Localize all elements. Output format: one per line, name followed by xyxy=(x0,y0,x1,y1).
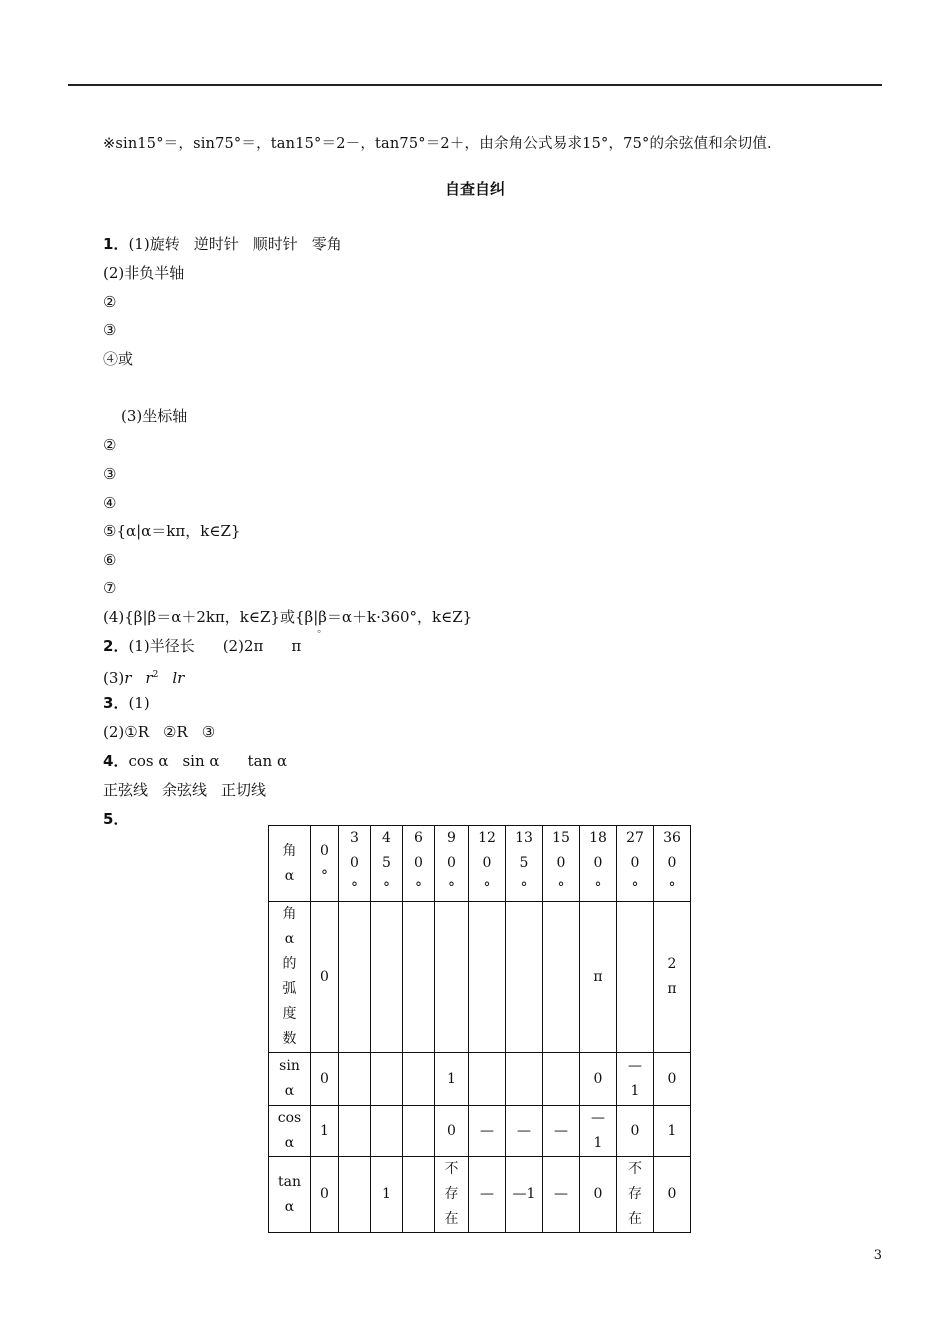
q4-number: 4 xyxy=(103,752,114,770)
table-header-cell-text: 9 xyxy=(447,830,456,846)
q2-3-r-squared: r xyxy=(145,669,153,687)
q4-cos: cos α xyxy=(128,752,169,770)
q2-part-b: (2)2π xyxy=(222,637,264,655)
table-row-label-text: tan xyxy=(278,1173,301,1190)
table-cell xyxy=(339,1106,371,1157)
table-cell-text: 0 xyxy=(320,1070,329,1087)
table-cell-text: — xyxy=(628,1058,642,1074)
table-cell xyxy=(469,1157,506,1233)
q1-line4-circle: 。 xyxy=(317,624,328,635)
table-cell-text: 0 xyxy=(667,1070,677,1087)
table-header-cell xyxy=(580,826,617,902)
table-cell xyxy=(580,902,617,1053)
q2-part-c: π xyxy=(291,637,302,655)
table-cell-text: —1 xyxy=(512,1186,536,1202)
q1-item-clockwise: 顺时针 xyxy=(252,235,298,253)
table-row-label-text: cos xyxy=(277,1110,302,1126)
table-cell xyxy=(654,1106,691,1157)
q4-line1: 4．cos α sin α tan α xyxy=(103,752,288,770)
table-header-cell-text: ° xyxy=(557,880,565,896)
header-rule xyxy=(68,84,882,86)
table-row-label xyxy=(269,902,311,1053)
table-cell-text: 1 xyxy=(382,1186,391,1202)
table-header-cell xyxy=(269,826,311,902)
table-row-label-text: α xyxy=(284,1083,295,1099)
table-cell-text: 0 xyxy=(667,1186,677,1202)
page-number: 3 xyxy=(873,1248,882,1263)
q2-3-lr: lr xyxy=(172,669,185,687)
table-header-cell-text: ° xyxy=(321,867,328,884)
table-cell-text: 不 xyxy=(628,1161,642,1177)
table-cell-text: 1 xyxy=(447,1070,456,1087)
table-cell-text: — xyxy=(554,1122,568,1139)
table-header-cell-text: ° xyxy=(631,880,639,896)
table-row-label-text: 的 xyxy=(282,956,297,972)
table-header-cell-text: 3 xyxy=(350,830,359,846)
table-header-cell-text: 4 xyxy=(382,830,391,846)
table-header-cell xyxy=(435,826,469,902)
q1-d4: ④ xyxy=(103,494,117,512)
table-cell xyxy=(469,902,506,1053)
q3-number: 3 xyxy=(103,694,114,712)
table-row xyxy=(269,902,691,1053)
q4-line2 xyxy=(103,780,266,800)
q4-tan: tan α xyxy=(247,752,288,770)
q1-part1: (1)旋转 xyxy=(128,235,180,253)
q1-c4: ④或 xyxy=(103,350,134,368)
table-header-cell-text: ° xyxy=(383,880,390,896)
table-row-label-text: α xyxy=(284,931,295,947)
table-cell xyxy=(506,1053,543,1106)
table-cell-text: 2 xyxy=(667,956,677,972)
table-cell xyxy=(403,902,435,1053)
table-cell xyxy=(339,1157,371,1233)
q3-part-c: ②R xyxy=(163,723,188,741)
table-row-label xyxy=(269,1157,311,1233)
table-row-label xyxy=(269,1053,311,1106)
table-header-cell xyxy=(403,826,435,902)
table-cell xyxy=(543,1053,580,1106)
table-cell-text: 0 xyxy=(320,1186,329,1202)
table-cell xyxy=(469,1106,506,1157)
table-cell xyxy=(371,1053,403,1106)
q2-number: 2 xyxy=(103,637,114,655)
table-header-cell-text: 13 xyxy=(515,830,533,846)
table-cell xyxy=(311,1157,339,1233)
table-header-cell-text: 12 xyxy=(478,830,496,846)
table-header-cell-text: 36 xyxy=(663,830,681,846)
table-header-cell-text: 6 xyxy=(414,830,423,846)
q1-c3: ③ xyxy=(103,321,117,339)
table-row-label-text: α xyxy=(284,1198,295,1215)
table-cell xyxy=(580,1157,617,1233)
table-header-cell-text: ° xyxy=(594,880,602,896)
table-header-cell-text: ° xyxy=(520,880,528,896)
q1-number: 1 xyxy=(103,235,114,253)
q2-line3 xyxy=(103,665,184,688)
table-cell xyxy=(617,1106,654,1157)
table-cell-text: 0 xyxy=(593,1186,603,1202)
q1-c2: ② xyxy=(103,293,117,311)
q4-tangent-line: 正切线 xyxy=(221,781,267,799)
table-header-cell-text: α xyxy=(284,867,295,884)
table-cell xyxy=(543,1157,580,1233)
q1-line1: 1．(1)旋转 逆时针 顺时针 零角 xyxy=(103,235,342,253)
q1-item-counterclockwise: 逆时针 xyxy=(193,235,239,253)
table-cell-text: 存 xyxy=(444,1186,459,1202)
table-cell xyxy=(435,1157,469,1233)
table-cell-text: 1 xyxy=(630,1083,640,1099)
q2-3-r: r xyxy=(124,669,132,687)
table-header-cell-text: 15 xyxy=(552,830,570,846)
table-cell-text: 0 xyxy=(320,968,329,985)
table-cell xyxy=(371,902,403,1053)
table-cell-text: 在 xyxy=(628,1211,642,1227)
table-header-cell-text: 5 xyxy=(519,855,529,871)
q4-sine-line: 正弦线 xyxy=(103,781,149,799)
table-row-label-text: sin xyxy=(279,1058,300,1074)
table-cell xyxy=(654,902,691,1053)
table-cell xyxy=(617,902,654,1053)
table-header-cell xyxy=(543,826,580,902)
table-cell xyxy=(403,1157,435,1233)
table-row-label-text: 度 xyxy=(282,1006,297,1022)
table-cell xyxy=(506,1157,543,1233)
table-row-label-text: α xyxy=(284,1135,295,1151)
table-cell xyxy=(403,1053,435,1106)
q1-d3: ③ xyxy=(103,465,117,483)
table-cell-text: 在 xyxy=(444,1211,459,1227)
table-cell xyxy=(339,1053,371,1106)
table-header-cell-text: 5 xyxy=(382,855,391,871)
table-cell-text: 0 xyxy=(593,1070,603,1087)
table-cell-text: — xyxy=(480,1186,494,1202)
table-header-cell-text: 0 xyxy=(556,855,566,871)
table-header-row xyxy=(269,826,691,902)
q3-line2 xyxy=(103,722,215,742)
table-header-cell-text: 27 xyxy=(626,830,644,846)
table-cell xyxy=(617,1053,654,1106)
table-cell-text: 0 xyxy=(630,1122,640,1139)
q3-part-d: ③ xyxy=(201,723,216,741)
table-cell-text: — xyxy=(517,1122,531,1139)
table-header-cell-text: 0 xyxy=(447,855,456,871)
q1-line2: (2)非负半轴 xyxy=(103,264,185,282)
section-heading: 自查自纠 xyxy=(444,180,505,198)
table-cell xyxy=(371,1106,403,1157)
table-header-cell xyxy=(617,826,654,902)
table-row xyxy=(269,1157,691,1233)
q5-line: 5． xyxy=(103,810,129,828)
table-header-cell xyxy=(339,826,371,902)
table-header-cell-text: 0 xyxy=(630,855,640,871)
table-header-cell xyxy=(469,826,506,902)
table-cell-text: — xyxy=(480,1122,494,1139)
table-row xyxy=(269,1106,691,1157)
q1-d7: ⑦ xyxy=(103,579,117,597)
table-cell xyxy=(435,902,469,1053)
q3-line1: 3．(1) xyxy=(103,694,150,712)
table-cell-text: — xyxy=(591,1110,605,1126)
q1-line4 xyxy=(103,607,473,635)
q4-sin: sin α xyxy=(182,752,220,770)
table-header-cell-text: 0 xyxy=(350,855,359,871)
table-header-cell-text: 0 xyxy=(320,842,329,859)
table-cell xyxy=(311,1106,339,1157)
table-cell xyxy=(617,1157,654,1233)
table-cell xyxy=(435,1106,469,1157)
table-header-cell-text: ° xyxy=(415,880,422,896)
q1-line4-part-b: |β＝α＋k·360°，k∈Z} xyxy=(313,608,473,626)
table-cell xyxy=(311,1053,339,1106)
table-cell xyxy=(311,902,339,1053)
table-header-cell-text: 角 xyxy=(282,842,297,859)
table-cell xyxy=(543,1106,580,1157)
q2-3-exponent: 2 xyxy=(152,670,159,680)
q3-part-a: (1) xyxy=(128,694,150,712)
q1-item-zero-angle: 零角 xyxy=(311,235,342,253)
table-header-cell-text: 18 xyxy=(589,830,607,846)
table-header-cell-text: ° xyxy=(448,880,455,896)
table-header-cell-text: ° xyxy=(351,880,358,896)
table-header-cell-text: 0 xyxy=(414,855,423,871)
q1-d5: ⑤{α|α＝kπ，k∈Z} xyxy=(103,522,241,540)
note-line: ※sin15°＝，sin75°＝，tan15°＝2－，tan75°＝2＋，由余角公式易求15°，75°的余弦值和余切值. xyxy=(103,136,772,152)
table-cell-text: 不 xyxy=(444,1161,459,1177)
table-header-cell xyxy=(371,826,403,902)
table-header-cell xyxy=(506,826,543,902)
table-row-label-text: 弧 xyxy=(282,981,297,997)
table-header-cell-text: ° xyxy=(668,880,676,896)
q3-part-b: (2)①R xyxy=(103,723,149,741)
q4-cosine-line: 余弦线 xyxy=(162,781,208,799)
table-cell xyxy=(506,1106,543,1157)
table-cell xyxy=(654,1053,691,1106)
table-row-label-text: 数 xyxy=(282,1031,297,1047)
q1-line3: (3)坐标轴 xyxy=(121,407,188,425)
table-header-cell-text: 0 xyxy=(667,855,677,871)
table-cell xyxy=(654,1157,691,1233)
table-header-cell-text: ° xyxy=(483,880,491,896)
table-header-cell-text: 0 xyxy=(482,855,492,871)
table-cell xyxy=(469,1053,506,1106)
table-cell xyxy=(580,1106,617,1157)
q1-line4-part-a: (4){β|β＝α＋2kπ，k∈Z}或{β xyxy=(103,608,314,626)
table-row xyxy=(269,1053,691,1106)
table-cell-text: 1 xyxy=(593,1135,603,1151)
table-cell-text: 0 xyxy=(447,1122,456,1139)
q1-d2: ② xyxy=(103,436,117,454)
table-row-label-text: 角 xyxy=(282,906,297,922)
table-cell-text: — xyxy=(554,1186,568,1202)
table-header-cell-text: 0 xyxy=(593,855,603,871)
table-cell xyxy=(371,1157,403,1233)
table-cell xyxy=(339,902,371,1053)
table-row-label xyxy=(269,1106,311,1157)
q2-3-label: (3) xyxy=(103,669,125,687)
table-cell-text: 存 xyxy=(628,1186,642,1202)
table-cell-text: 1 xyxy=(320,1122,329,1139)
trig-value-table xyxy=(268,825,691,1233)
q1-d6: ⑥ xyxy=(103,551,117,569)
table-cell xyxy=(403,1106,435,1157)
table-cell-text: π xyxy=(593,968,603,985)
table-cell-text: 1 xyxy=(667,1122,677,1139)
table-cell-text: π xyxy=(667,981,677,997)
q2-line1: 2．(1)半径长 (2)2π π xyxy=(103,637,302,655)
q5-number: 5 xyxy=(103,810,114,828)
table-cell xyxy=(506,902,543,1053)
q2-part-a: (1)半径长 xyxy=(128,637,195,655)
table-cell xyxy=(580,1053,617,1106)
table-cell xyxy=(543,902,580,1053)
table-header-cell xyxy=(654,826,691,902)
table-cell xyxy=(435,1053,469,1106)
table-header-cell xyxy=(311,826,339,902)
